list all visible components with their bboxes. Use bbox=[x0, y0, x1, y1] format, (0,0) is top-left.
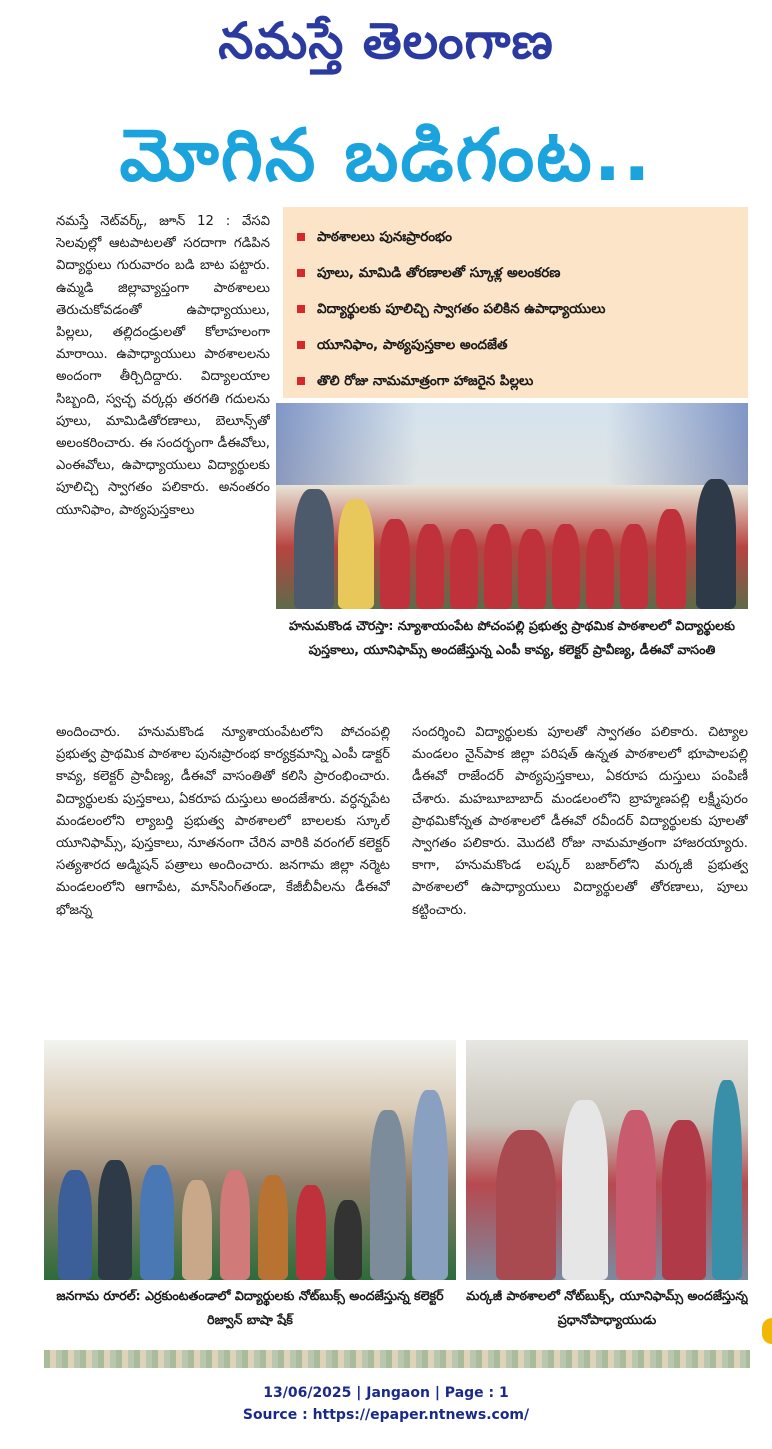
bullet-icon bbox=[297, 377, 305, 385]
article-text-col3: సందర్శించి విద్యార్థులకు పూలతో స్వాగతం పలికారు. చిట్యాల మండలం నైన్‌పాక జిల్లా పరిషత్ ఉన్నత పాఠశాలలో భూపాలపల్లి డీఈవో రాజేందర్ పాఠ్యపుస్తకాలు, ఏకరూప దుస్తులు పంపిణీ చేశారు. మహబూబాబాద్ మండలంలోని బ్రాహ్మణపల్లి లక్ష్మీపురం ప్రాథమికోన్నత పాఠశాలలో డీఈవో రవీందర్ విద్యార్థులకు పూలతో స్వాగతం పలికారు. మొదటి రోజు నామమాత్రంగా హాజరయ్యారు. కాగా, హనుమకొండ లష్కర్ బజార్‌లోని మర్కజీ ప్రభుత్వ పాఠశాలలో ఉపాధ్యాయులు విద్యార్థులతో తోరణాలు, పూలు కట్టించారు. bbox=[412, 725, 748, 918]
photo-school-reopening bbox=[276, 403, 748, 609]
photo3-caption: మర్కజీ పాఠశాలలో నోట్‌బుక్స్, యూనిఫామ్స్ అందజేస్తున్న ప్రధానోపాధ్యాయుడు bbox=[466, 1288, 748, 1327]
photo-jangaon-rural bbox=[44, 1040, 456, 1280]
page-marker bbox=[762, 1318, 772, 1344]
footer-source: Source : https://epaper.ntnews.com/ bbox=[242, 1407, 530, 1423]
article-text-col2: అందించారు. హనుమకొండ న్యూశాయంపేటలోని పోచంపల్లి ప్రభుత్వ ప్రాథమిక పాఠశాల పునఃప్రారంభ కార్యక్రమాన్ని ఎంపీ డాక్టర్ కావ్య, కలెక్టర్ ప్రావీణ్య, డీఈవో వాసంతితో కలిసి ప్రారంభించారు. విద్యార్థులకు పుస్తకాలు, ఏకరూప దుస్తులు అందజేశారు. వర్ధన్నపేట మండలంలోని ల్యాబర్తి ప్రభుత్వ పాఠశాలలో బాలలకు స్కూల్ యూనిఫామ్స్, పుస్తకాలు, నూతనంగా చేరిన వారికి వరంగల్ కలెక్టర్ సత్యశారద అడ్మిషన్ పత్రాలు అందించారు. జనగామ జిల్లా నర్మెట మండలంలోని ఆగాపేట, మాన్‌సింగ్‌తండా, కేజీబీవీలను డీఈవో భోజన్న bbox=[56, 725, 390, 918]
footer-date-edition: 13/06/2025 | Jangaon | Page : 1 bbox=[263, 1385, 509, 1401]
article-text-col1: నమస్తే నెట్‌వర్క్, జూన్ 12 : వేసవి సెలవుల్లో ఆటపాటలతో సరదాగా గడిపిన విద్యార్థులు గురువారం బడి బాట పట్టారు. ఉమ్మడి జిల్లావ్యాప్తంగా పాఠశాలలు తెరుచుకోవడంతో ఉపాధ్యాయులు, పిల్లలు, తల్లిదండ్రులతో కోలాహలంగా మారాయి. ఉపాధ్యాయులు పాఠశాలలను అందంగా తీర్చిదిద్దారు. విద్యాలయాల సిబ్బంది, స్వచ్ఛ వర్కర్లు తరగతి గదులను పూలు, మామిడితోరణాలు, బెలూన్స్‌తో అలంకరించారు. ఈ సందర్భంగా డీఈవోలు, ఎంఈవోలు, ఉపాధ్యాయులు విద్యార్థులకు పూలిచ్చి స్వాగతం పలికారు. అనంతరం యూనిఫాం, పాఠ్యపుస్తకాలు bbox=[56, 214, 270, 518]
article-column-1 bbox=[56, 211, 270, 721]
highlight-item: విద్యార్థులకు పూలిచ్చి స్వాగతం పలికిన ఉపాధ్యాయులు bbox=[297, 291, 738, 327]
highlight-item: పాఠశాలలు పునఃప్రారంభం bbox=[297, 219, 738, 255]
highlight-item: పూలు, మామిడి తోరణాలతో స్కూళ్ల అలంకరణ bbox=[297, 255, 738, 291]
masthead-title: నమస్తే తెలంగాణ bbox=[218, 12, 554, 70]
highlights-box bbox=[283, 207, 748, 398]
highlight-item: తొలి రోజు నామమాత్రంగా హాజరైన పిల్లలు bbox=[297, 363, 738, 399]
photo2-caption: జనగామ రూరల్: ఎర్రకుంటతండాలో విద్యార్థులకు నోట్‌బుక్స్ అందజేస్తున్న కలెక్టర్ రిజ్వాన్ బాషా షేక్ bbox=[56, 1288, 444, 1327]
highlight-item: యూనిఫాం, పాఠ్యపుస్తకాల అందజేత bbox=[297, 327, 738, 363]
bullet-icon bbox=[297, 341, 305, 349]
decorative-strip bbox=[44, 1350, 750, 1368]
article-column-3 bbox=[412, 722, 748, 1022]
article-column-2 bbox=[56, 722, 390, 1022]
bullet-icon bbox=[297, 269, 305, 277]
page-footer bbox=[0, 1382, 772, 1426]
bullet-icon bbox=[297, 305, 305, 313]
headline: మోగిన బడిగంట.. bbox=[119, 113, 653, 197]
photo-markazi-school bbox=[466, 1040, 748, 1280]
photo1-caption: హనుమకొండ చౌరస్తా: న్యూశాయంపేట పోచంపల్లి ప్రభుత్వ ప్రాథమిక పాఠశాలలో విద్యార్థులకు పుస్తకాలు, యూనిఫామ్స్ అందజేస్తున్న ఎంపీ కావ్య, కలెక్టర్ ప్రావీణ్య, డీఈవో వాసంతి bbox=[288, 618, 736, 657]
bullet-icon bbox=[297, 233, 305, 241]
